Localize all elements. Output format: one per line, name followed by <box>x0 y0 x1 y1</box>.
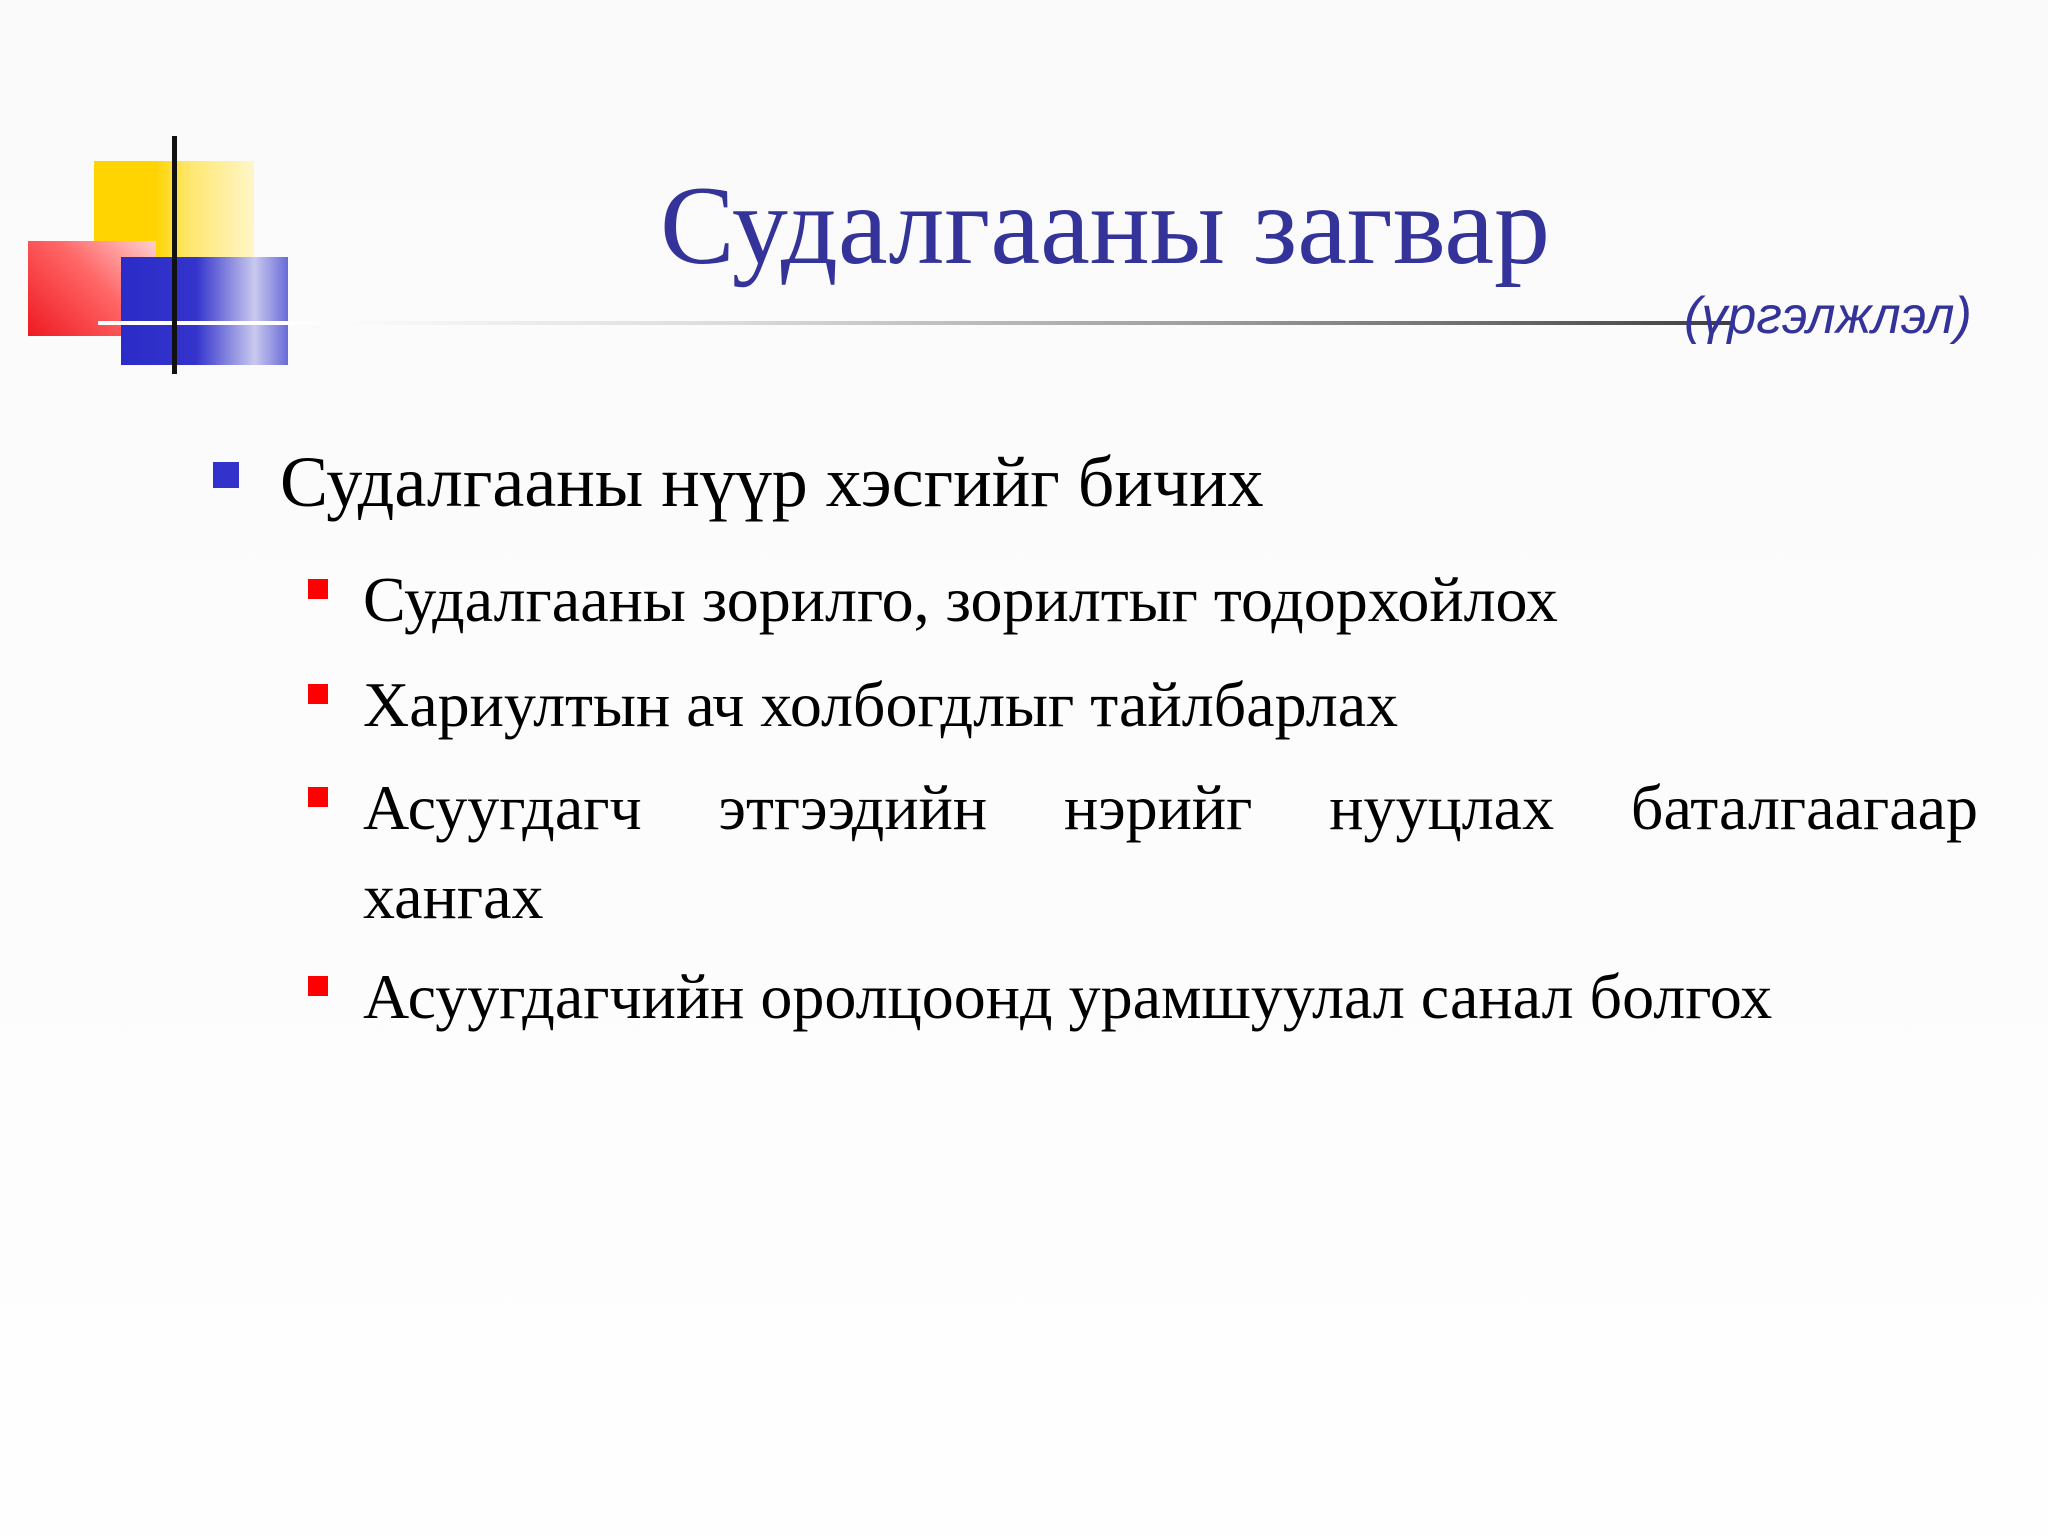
logo-blue-square <box>121 257 288 365</box>
bullet-level1-text: Судалгааны нүүр хэсгийг бичих <box>280 442 1264 522</box>
bullet-square-icon <box>213 462 239 488</box>
bullet-level2-text: Асуугдагч этгээдийн нэрийг нууцлах баталгаагаар <box>363 772 1978 843</box>
logo-white-line <box>98 321 288 325</box>
bullet-square-icon <box>308 787 328 807</box>
slide-title: Судалгааны загвар <box>660 164 1550 288</box>
logo-vertical-line <box>172 136 177 374</box>
bullet-level2-text-continuation: хангах <box>363 861 544 932</box>
bullet-square-icon <box>308 579 328 599</box>
bullet-level2-text: Асуугдагчийн оролцоонд урамшуулал санал болгох <box>363 961 1773 1032</box>
bullet-level2-text: Судалгааны зорилго, зорилтыг тодорхойлох <box>363 564 1558 635</box>
bullet-square-icon <box>308 684 328 704</box>
bullet-level2-text: Хариултын ач холбогдлыг тайлбарлах <box>363 669 1399 740</box>
title-underline <box>288 321 1733 325</box>
bullet-square-icon <box>308 976 328 996</box>
slide-subtitle: (үргэлжлэл) <box>1684 287 1972 345</box>
